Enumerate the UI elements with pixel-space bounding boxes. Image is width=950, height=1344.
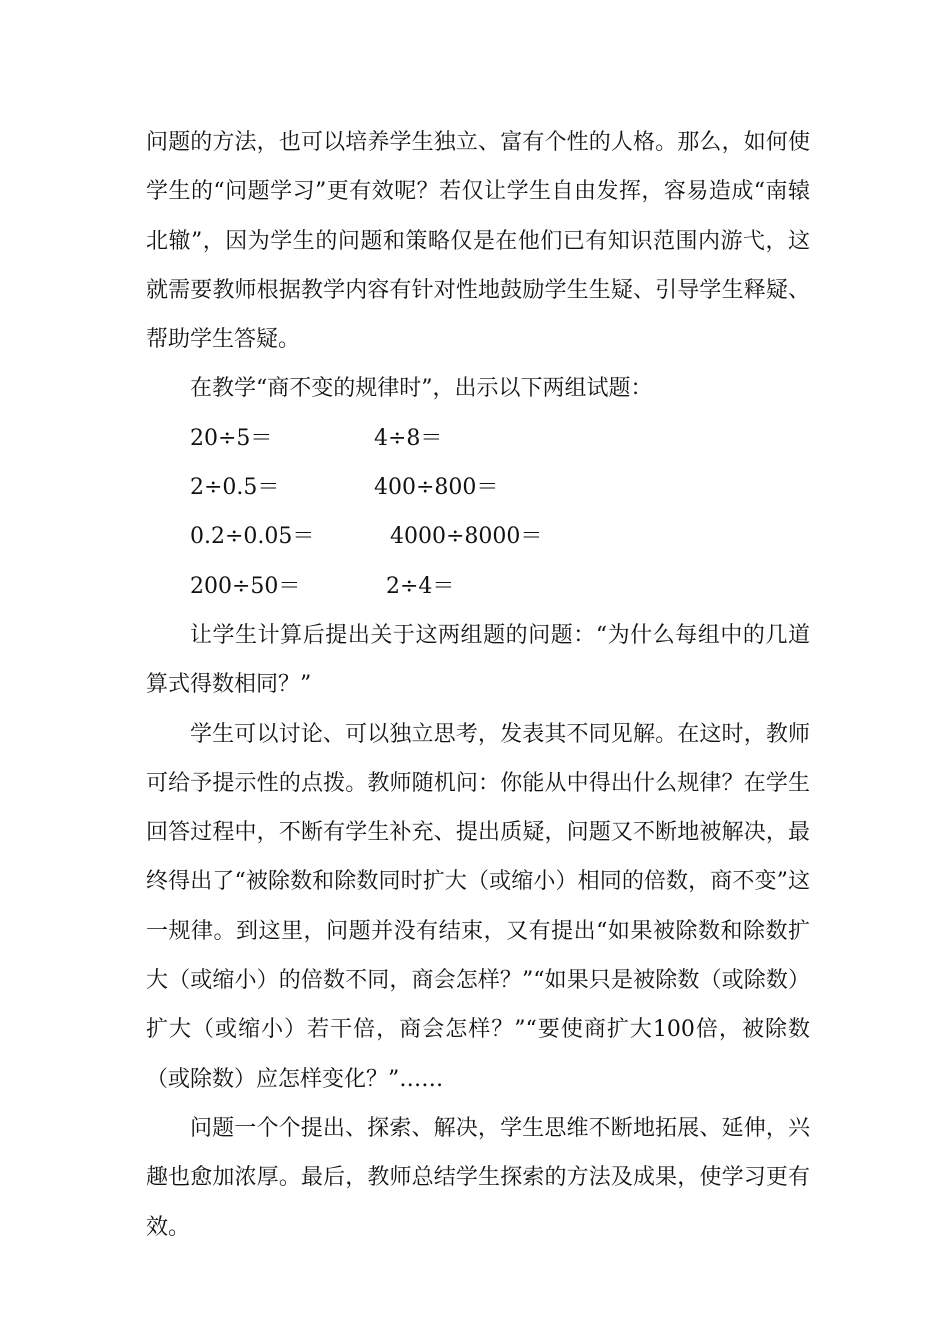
equation-right: 2÷4＝ xyxy=(386,573,455,599)
equation-row-2 xyxy=(146,463,810,512)
equation-left: 0.2÷0.05＝ xyxy=(190,524,315,550)
paragraph-intro-exercises: 在教学“商不变的规律时”，出示以下两组试题： xyxy=(190,376,653,402)
body-text xyxy=(146,118,810,1252)
equation-row-1 xyxy=(146,414,810,463)
equation-right: 4÷8＝ xyxy=(374,425,443,451)
equation-left: 200÷50＝ xyxy=(190,573,301,599)
paragraph-discussion: 学生可以讨论、可以独立思考，发表其不同见解。在这时，教师可给予提示性的点拨。教师随机问：你能从中得出什么规律？在学生回答过程中，不断有学生补充、提出质疑，问题又不断地被解决，最终得出了“被除数和除数同时扩大（或缩小）相同的倍数，商不变”这一规律。到这里，问题并没有结束，又有提出“如果被除数和除数扩大（或缩小）的倍数不同，商会怎样？”“如果只是被除数（或除数）扩大（或缩小）若干倍，商会怎样？”“要使商扩大100倍，被除数（或除数）应怎样变化？”…… xyxy=(146,721,810,1092)
equation-right: 4000÷8000＝ xyxy=(390,524,543,550)
equation-row-4 xyxy=(146,562,810,611)
paragraph-conclusion: 问题一个个提出、探索、解决，学生思维不断地拓展、延伸，兴趣也愈加浓厚。最后，教师总结学生探索的方法及成果，使学习更有效。 xyxy=(146,1115,810,1240)
equation-row-3 xyxy=(146,512,810,561)
paragraph-continuation: 问题的方法，也可以培养学生独立、富有个性的人格。那么，如何使学生的“问题学习”更有效呢？若仅让学生自由发挥，容易造成“南辕北辙”，因为学生的问题和策略仅是在他们已有知识范围内游弋，这就需要教师根据教学内容有针对性地鼓励学生生疑、引导学生释疑、帮助学生答疑。 xyxy=(146,130,810,353)
equation-left: 20÷5＝ xyxy=(190,425,273,451)
equation-right: 400÷800＝ xyxy=(374,475,499,501)
paragraph-question: 让学生计算后提出关于这两组题的问题：“为什么每组中的几道算式得数相同？” xyxy=(146,622,810,698)
equation-left: 2÷0.5＝ xyxy=(190,475,280,501)
